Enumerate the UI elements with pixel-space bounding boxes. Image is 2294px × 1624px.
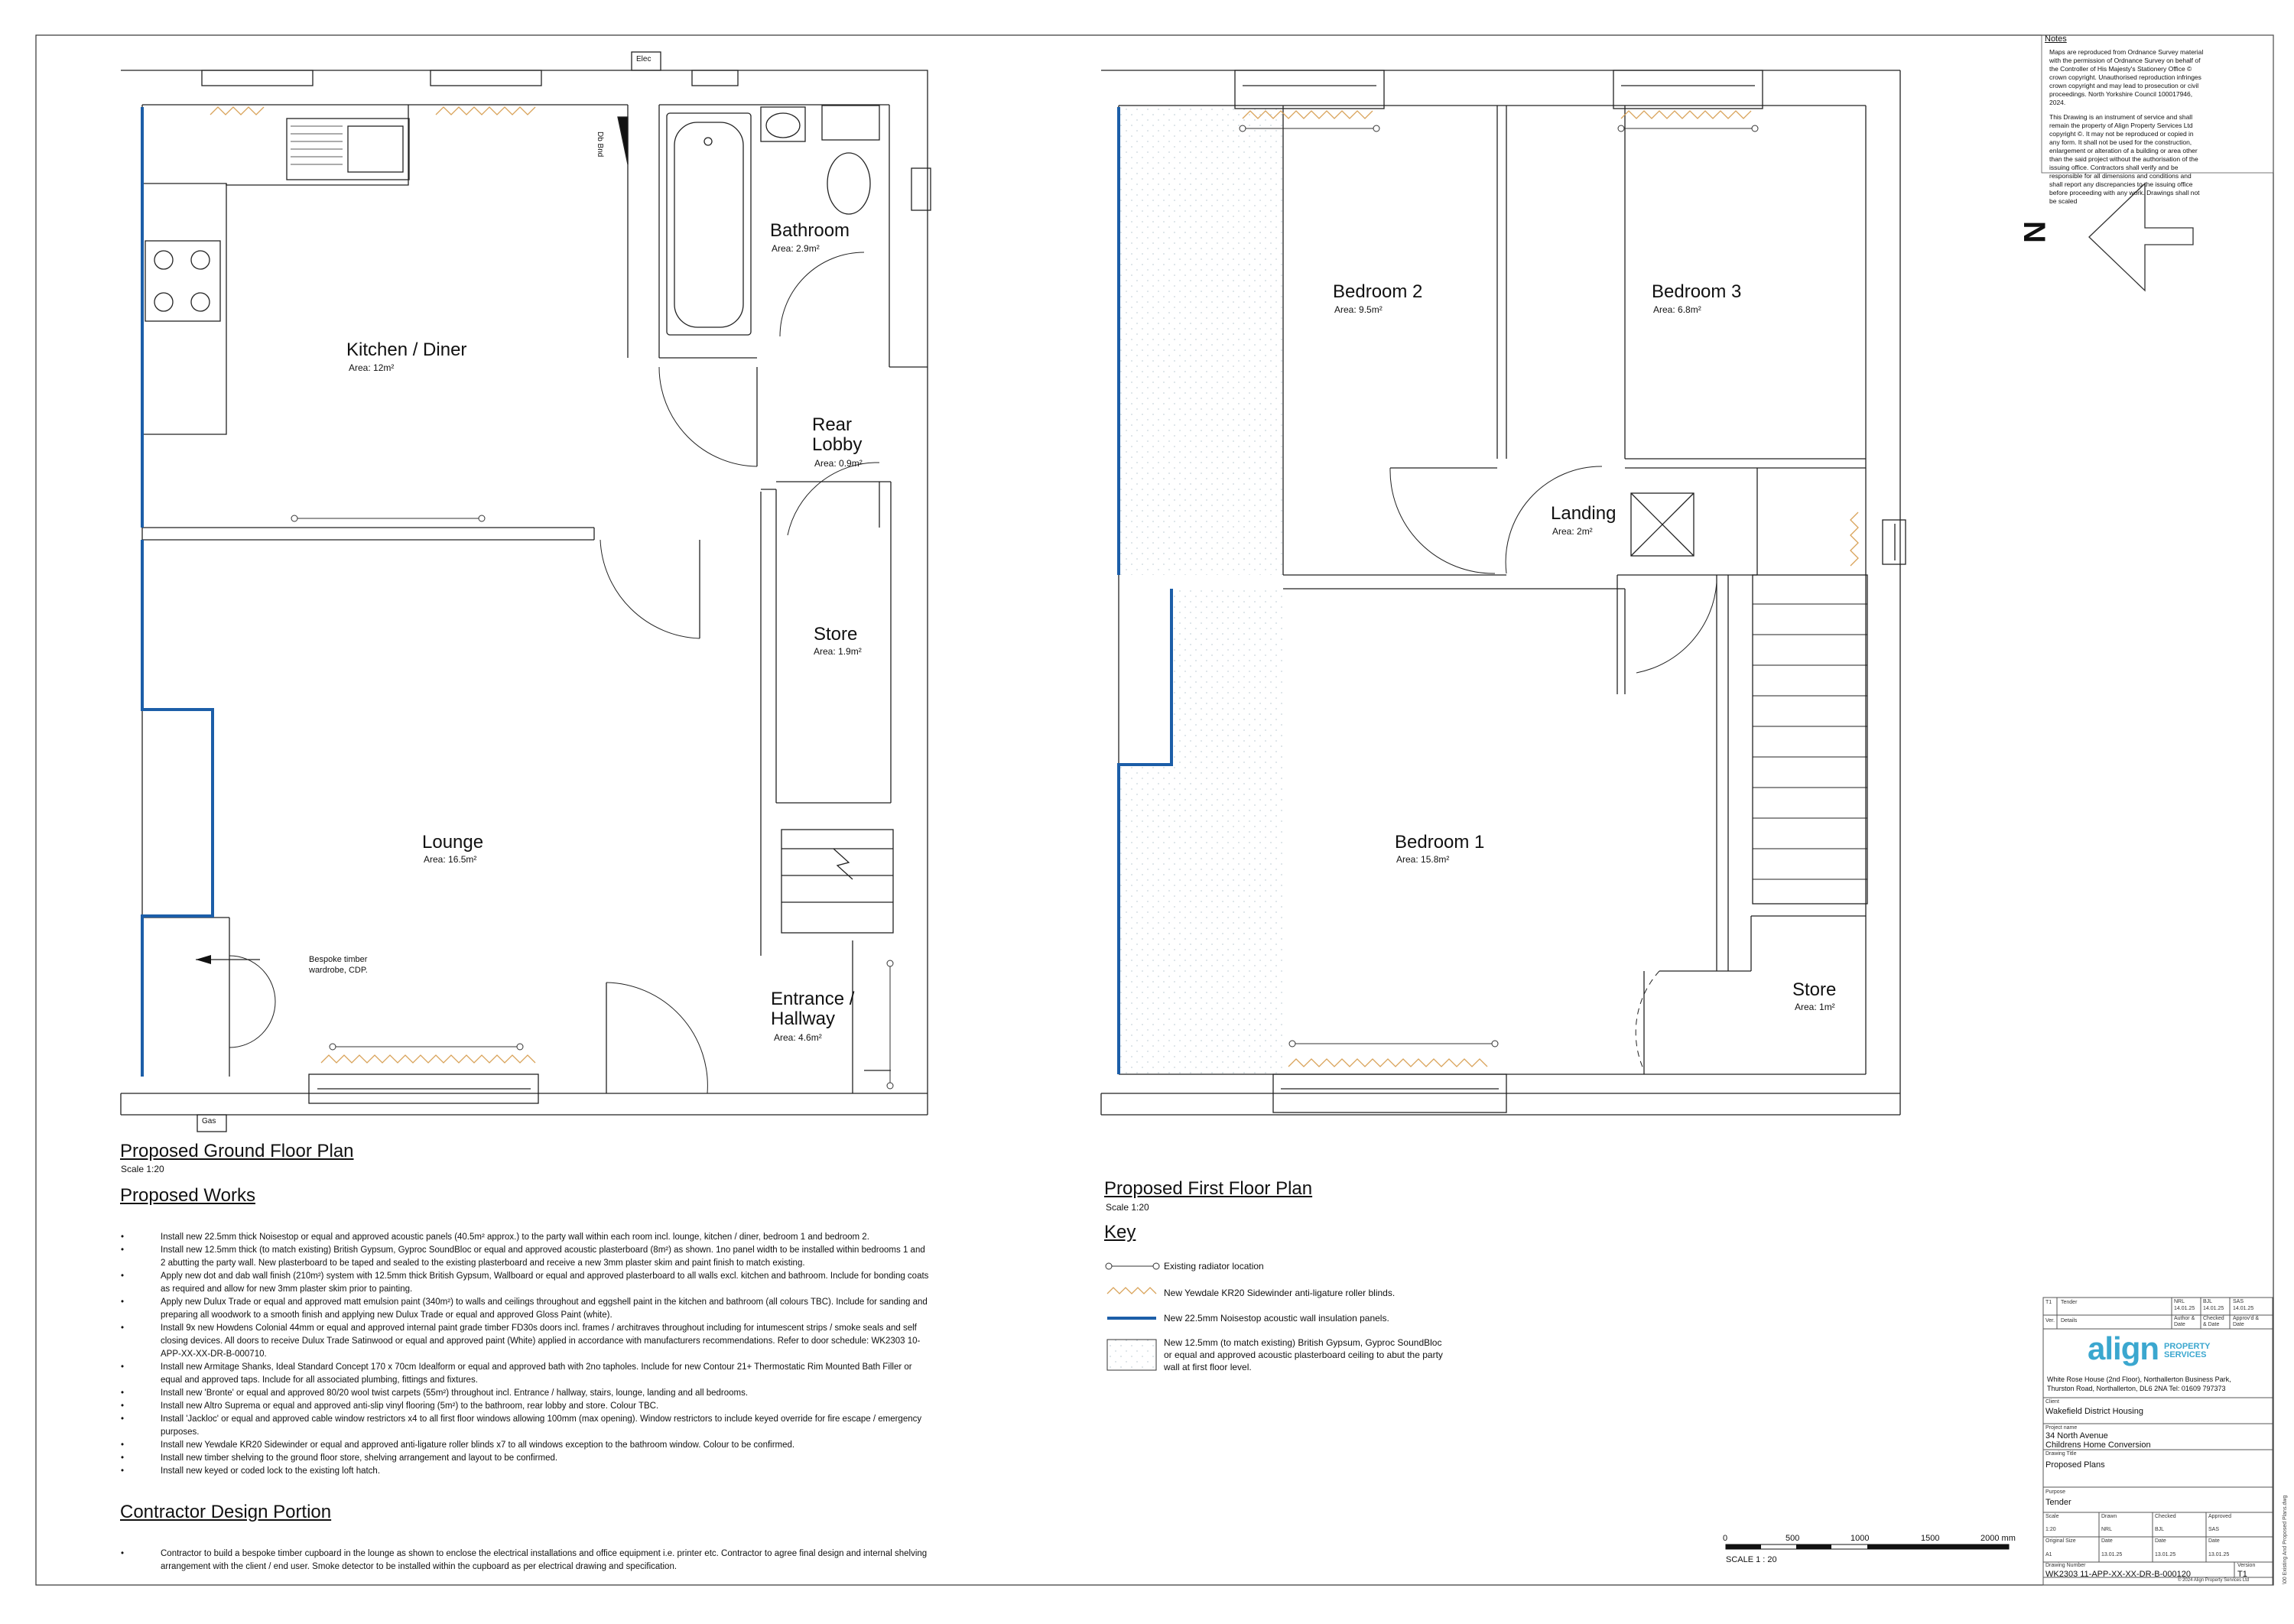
rev-checked-date: 14.01.25 xyxy=(2203,1306,2224,1311)
copyright: © 2024 Align Property Services Ltd xyxy=(2178,1578,2250,1583)
scale-tick-1000: 1000 xyxy=(1850,1534,1870,1543)
purpose-value: Tender xyxy=(2045,1498,2071,1507)
first-floor-hatch-bottom xyxy=(1119,589,1283,1074)
scale-tick-0: 0 xyxy=(1723,1534,1728,1543)
elec-label: Elec xyxy=(636,55,651,63)
wardrobe-note: Bespoke timber wardrobe, CDP. xyxy=(309,955,368,975)
checked-label: Checked xyxy=(2155,1514,2176,1519)
works-item: • Apply new Dulux Trade or equal and approved matt emulsion paint (340m²) to walls and ceilings throughout and eggshell paint in the kitchen and bathroom (all colours TBC). Include for sanding and preparing all woodwork to a smooth finish and applying new Dulux Trade or equal and approved Gloss Paint (white). xyxy=(121,1296,931,1322)
works-item: • Install new 22.5mm thick Noisestop or equal and approved acoustic panels (40.5m² approx.) to the party wall within each room incl. lounge, kitchen / diner, bedroom 1 and bedroom 2. xyxy=(121,1231,931,1244)
gas-label: Gas xyxy=(202,1117,216,1125)
version-value: T1 xyxy=(2237,1570,2247,1579)
hdr-ver: Ver. xyxy=(2045,1318,2055,1324)
room-name-store-first: Store xyxy=(1792,979,1837,1000)
logo-sub-2: SERVICES xyxy=(2164,1350,2207,1359)
purpose-label: Purpose xyxy=(2045,1489,2066,1495)
drawn-label: Drawn xyxy=(2101,1514,2117,1519)
project-line-2: Childrens Home Conversion xyxy=(2045,1440,2151,1450)
notes-heading: Notes xyxy=(2045,34,2067,44)
scale-tick-1500: 1500 xyxy=(1921,1534,1940,1543)
notes-paragraph-1: Maps are reproduced from Ordnance Survey material with the permission of Ordnance Survey on behalf of the Controller of His Majesty's Stationery Office © crown copyright. Unauthorised reproduction infringes crown copyright and may lead to prosecution or civil proceedings. North Yorkshire Council 100017946, 2024. xyxy=(2049,48,2204,106)
works-item: • Apply new dot and dab wall finish (210m²) system with 12.5mm thick British Gypsum, Wallboard or equal and approved plasterboard to all walls excl. kitchen and bathroom. Include for bonding coats as required and allow for new 3mm plaster skim prior to painting. xyxy=(121,1270,931,1296)
room-area-bedroom-1: Area: 15.8m² xyxy=(1396,854,1450,865)
key-symbols xyxy=(1106,1263,1159,1370)
approved-value: SAS xyxy=(2208,1527,2220,1532)
room-area-bathroom: Area: 2.9m² xyxy=(772,243,820,254)
contractor-item: • Contractor to build a bespoke timber cupboard in the lounge as shown to enclose the electrical installations and office equipment i.e. printer etc. Contractor to agree final design and internal shelving arrangement with the client / end user. Smoke detector to be installed within the cupboard as per electrical drawing and specification. xyxy=(121,1548,931,1574)
date-value-3: 13.01.25 xyxy=(2208,1552,2230,1557)
rev-author-date: 14.01.25 xyxy=(2174,1306,2195,1311)
rev-approved: SAS xyxy=(2233,1299,2244,1304)
align-logo: align xyxy=(2088,1330,2159,1366)
date-label-3: Date xyxy=(2208,1538,2220,1544)
works-item: • Install new Yewdale KR20 Sidewinder or equal and approved anti-ligature roller blinds x7 to all windows exception to the bathroom window. Colour to be confirmed. xyxy=(121,1439,931,1452)
room-area-bedroom-3: Area: 6.8m² xyxy=(1653,304,1701,315)
room-area-landing: Area: 2m² xyxy=(1552,526,1593,537)
key-item-radiator: Existing radiator location xyxy=(1164,1261,1264,1272)
room-name-bedroom-3: Bedroom 3 xyxy=(1652,281,1742,302)
date-label-1: Date xyxy=(2101,1538,2113,1544)
works-item: • Install new 12.5mm thick (to match existing) British Gypsum, Gyproc SoundBloc or equal and approved acoustic plasterboard (8m²) as shown. 1no panel width to be installed within bedrooms 1 and 2 abutting the party wall. New plasterboard to be taped and sealed to the existing plasterboard and receive a new 3mm plaster skim and paint finish to match existing. xyxy=(121,1244,931,1270)
key-item-plasterboard: New 12.5mm (to match existing) British Gypsum, Gyproc SoundBloc or equal and approved acoustic plasterboard ceiling to abut the party wall at first floor level. xyxy=(1164,1337,1443,1372)
first-floor-title: Proposed First Floor Plan xyxy=(1104,1178,1313,1199)
notes-panel xyxy=(2043,35,2211,206)
scale-label: SCALE 1 : 20 xyxy=(1726,1555,1777,1564)
ground-floor-title: Proposed Ground Floor Plan xyxy=(120,1141,354,1161)
room-area-kitchen-diner: Area: 12m² xyxy=(349,362,395,373)
room-area-rear-lobby: Area: 0.9m² xyxy=(814,458,863,469)
works-item: • Install new keyed or coded lock to the existing loft hatch. xyxy=(121,1465,931,1478)
contractor-design-heading: Contractor Design Portion xyxy=(120,1502,332,1522)
first-floor-hatch-top xyxy=(1119,106,1283,575)
north-label: N xyxy=(2017,221,2051,243)
rev-desc: Tender xyxy=(2061,1300,2078,1305)
room-area-store-first: Area: 1m² xyxy=(1795,1002,1835,1012)
scale-bar xyxy=(1726,1544,2009,1549)
rev-author: NRL xyxy=(2174,1299,2185,1304)
contractor-design-list xyxy=(121,1548,931,1574)
works-item: • Install 9x new Howdens Colonial 44mm or equal and approved internal paint grade timber FD30s doors incl. frames / architraves throughout including for intumescent strips / smoke seals and self closing devices. All doors to receive Dulux Trade Satinwood or equal and approved paint (White) applied in accordance with manufacturers recommendations. Refer to door schedule: WK2303 10-APP-XX-XX-DR-B-000710. xyxy=(121,1322,931,1361)
drawing-title-label: Drawing Title xyxy=(2045,1451,2077,1457)
room-name-bedroom-1: Bedroom 1 xyxy=(1395,832,1485,853)
scale-tb-value: 1:20 xyxy=(2045,1527,2056,1532)
key-item-acoustic: New 22.5mm Noisestop acoustic wall insulation panels. xyxy=(1164,1313,1389,1324)
drawn-value: NRL xyxy=(2101,1527,2113,1532)
works-item: • Install new Altro Suprema or equal and approved anti-slip vinyl flooring (5m²) to the bathroom, rear lobby and store. Colour TBC. xyxy=(121,1400,931,1413)
hdr-author: Author & Date xyxy=(2174,1316,2195,1327)
room-name-landing: Landing xyxy=(1551,503,1617,524)
size-label: Original Size xyxy=(2045,1538,2076,1544)
room-area-store-ground: Area: 1.9m² xyxy=(814,646,862,657)
room-name-kitchen-diner: Kitchen / Diner xyxy=(346,339,467,360)
scale-tb-label: Scale xyxy=(2045,1514,2059,1519)
works-item: • Install new 'Bronte' or equal and approved 80/20 wool twist carpets (55m²) throughout incl. Entrance / hallway, stairs, lounge, landing and all bedrooms. xyxy=(121,1387,931,1400)
hdr-checked: Checked & Date xyxy=(2203,1316,2224,1327)
date-value-1: 13.01.25 xyxy=(2101,1552,2123,1557)
rev-checked: BJL xyxy=(2203,1299,2213,1304)
proposed-works-heading: Proposed Works xyxy=(120,1185,255,1206)
works-item: • Install new timber shelving to the ground floor store, shelving arrangement and layout to be confirmed. xyxy=(121,1452,931,1465)
db-bnd-label: Db Bnd xyxy=(596,132,604,158)
room-area-bedroom-2: Area: 9.5m² xyxy=(1334,304,1383,315)
address-line-1: White Rose House (2nd Floor), Northallerton Business Park, xyxy=(2047,1376,2231,1383)
notes-paragraph-2: This Drawing is an instrument of service and shall remain the property of Align Property Services Ltd copyright ©. It may not be reproduced or copied in any form. It shall not be used for the construction, enlargement or alteration of a building or area other than the said project without the authorisation of the issuing office. Contractors shall verify and be responsible for all dimensions and conditions and shall report any discrepancies to the issuing office before proceeding with any work. Drawings shall not be scaled xyxy=(2049,113,2200,205)
project-line-1: 34 North Avenue xyxy=(2045,1431,2108,1440)
key-item-blinds: New Yewdale KR20 Sidewinder anti-ligature roller blinds. xyxy=(1164,1288,1396,1298)
client-value: Wakefield District Housing xyxy=(2045,1407,2143,1416)
room-area-entrance-hallway: Area: 4.6m² xyxy=(774,1032,822,1043)
room-name-rear-lobby: Rear Lobby xyxy=(812,414,863,455)
side-path: \00 Existing And Proposed Plans.dwg xyxy=(2283,1495,2288,1584)
project-label: Project name xyxy=(2045,1425,2078,1431)
ground-floor-plan xyxy=(121,52,931,1132)
rev-code: T1 xyxy=(2045,1300,2052,1305)
room-name-store-ground: Store xyxy=(814,624,858,645)
works-item: • Install 'Jackloc' or equal and approved cable window restrictors x4 to all first floor windows allowing 100mm (max opening). Window restrictors to include keyed override for fire escape / emergency purposes. xyxy=(121,1413,931,1439)
approved-label: Approved xyxy=(2208,1514,2231,1519)
date-label-2: Date xyxy=(2155,1538,2166,1544)
address-line-2: Thurston Road, Northallerton, DL6 2NA Tel: 01609 797373 xyxy=(2047,1385,2226,1392)
ground-floor-scale: Scale 1:20 xyxy=(121,1164,164,1174)
ground-blinds xyxy=(210,107,535,1063)
drawing-number-label: Drawing Number xyxy=(2045,1563,2086,1568)
scale-tick-2000: 2000 mm xyxy=(1980,1534,2016,1543)
scale-tick-500: 500 xyxy=(1785,1534,1800,1543)
drawing-title-value: Proposed Plans xyxy=(2045,1460,2105,1470)
key-heading: Key xyxy=(1104,1222,1136,1242)
size-value: A1 xyxy=(2045,1552,2052,1557)
room-name-lounge: Lounge xyxy=(422,832,484,853)
checked-value: BJL xyxy=(2155,1527,2165,1532)
room-name-entrance-hallway: Entrance / Hallway xyxy=(771,989,855,1029)
works-item: • Install new Armitage Shanks, Ideal Standard Concept 170 x 70cm Idealform or equal and approved bath with 2no tapholes. Include for new Contour 21+ Thermostatic Rim Mounted Bath Filler or equal and approved taps. Include for all associated plumbing, fittings and fixtures. xyxy=(121,1361,931,1387)
rev-approved-date: 14.01.25 xyxy=(2233,1306,2254,1311)
hdr-details: Details xyxy=(2061,1318,2078,1324)
room-name-bedroom-2: Bedroom 2 xyxy=(1333,281,1423,302)
client-label: Client xyxy=(2045,1399,2059,1405)
logo-sub-1: PROPERTY xyxy=(2164,1342,2211,1351)
drawing-number-value: WK2303 11-APP-XX-XX-DR-B-000120 xyxy=(2045,1570,2191,1579)
proposed-works-list xyxy=(121,1231,931,1478)
date-value-2: 13.01.25 xyxy=(2155,1552,2176,1557)
room-name-bathroom: Bathroom xyxy=(770,220,850,241)
ground-acoustic-wall xyxy=(142,107,213,1077)
hdr-approved: Approv'd & Date xyxy=(2233,1316,2260,1327)
version-label: Version xyxy=(2237,1563,2256,1568)
room-area-lounge: Area: 16.5m² xyxy=(424,854,477,865)
first-radiators xyxy=(1240,125,1758,1047)
first-floor-scale: Scale 1:20 xyxy=(1106,1202,1149,1213)
